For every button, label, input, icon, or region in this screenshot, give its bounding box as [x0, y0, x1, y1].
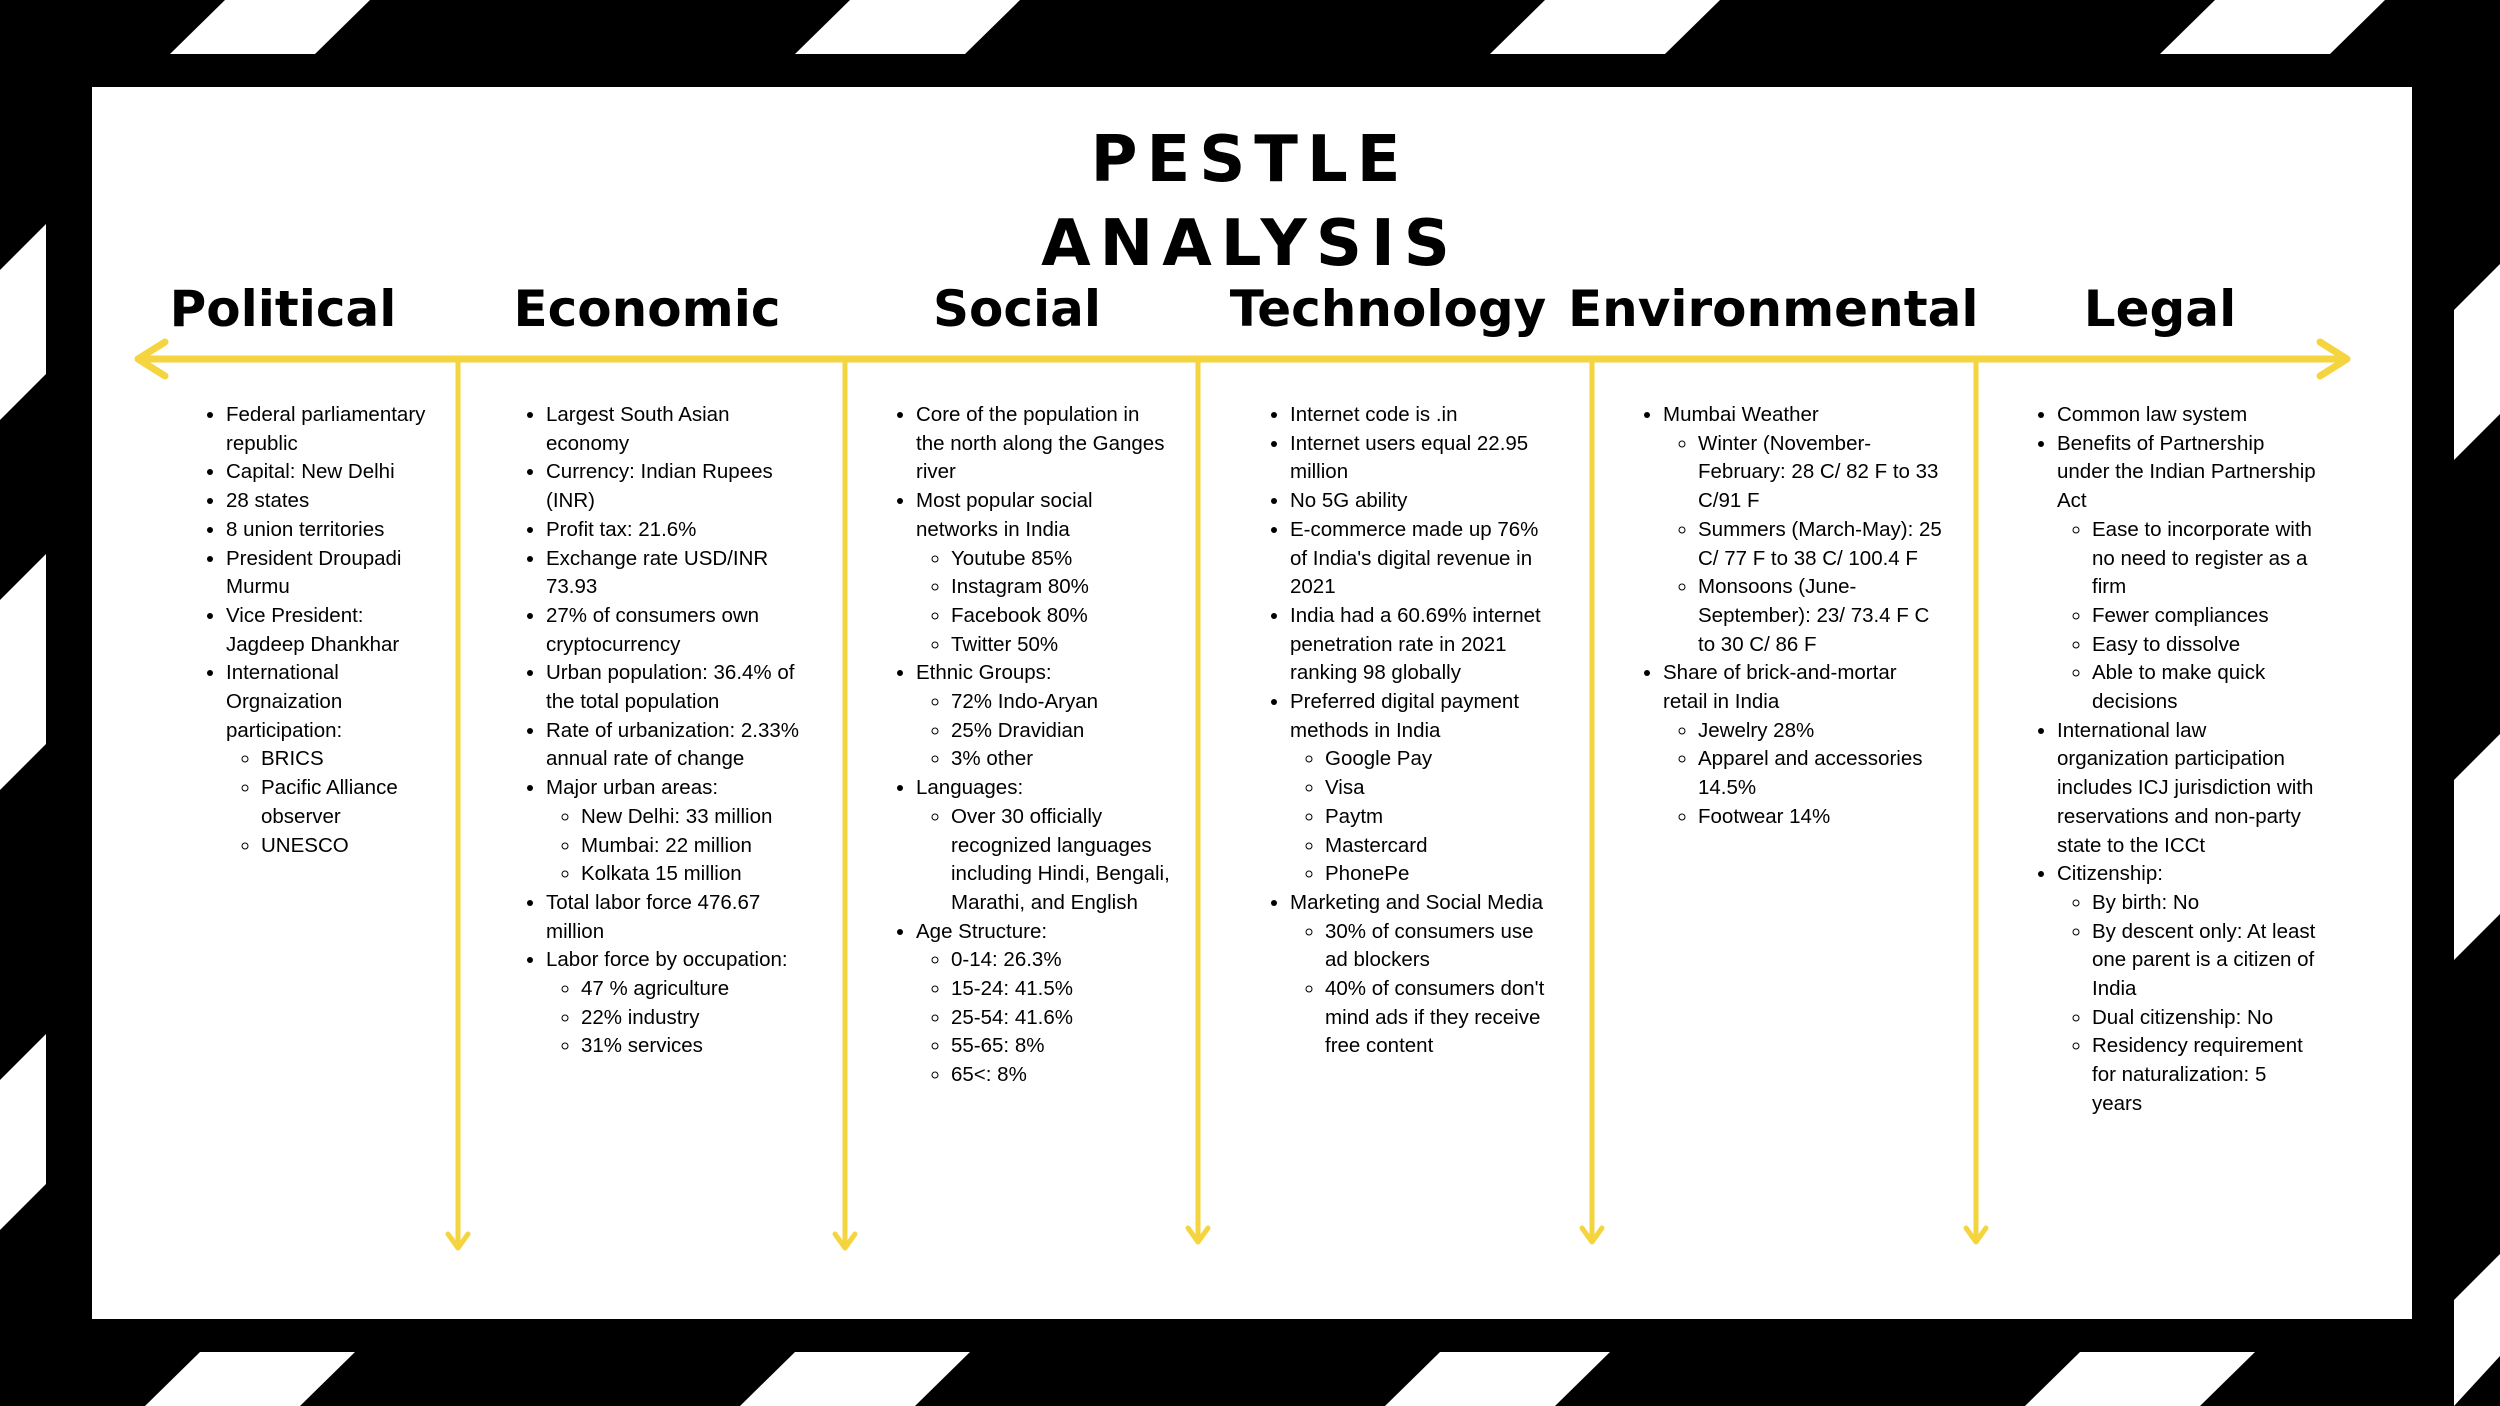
list-item [1663, 659, 1943, 831]
list-item-text: Internet code is .in [1290, 403, 1458, 426]
sub-list-item: ◦ Able to make quick decisions [2092, 659, 2322, 716]
sub-list-item: ◦ Visa [1325, 774, 1560, 803]
list-item [2057, 717, 2322, 861]
list-item [916, 774, 1171, 918]
list-item [546, 545, 801, 602]
sub-bullet-list [1290, 918, 1560, 1062]
sub-list-item: ◦ Ease to incorporate with no need to register as a firm [2092, 516, 2322, 602]
sub-list-item: ◦ By descent only: At least one parent is a citizen of India [2092, 918, 2322, 1004]
list-item-text: India had a 60.69% internet penetration rate in 2021 ranking 98 globally [1290, 603, 1541, 685]
list-item [1663, 401, 1943, 659]
sub-list-item: ◦ Monsoons (June-September): 23/ 73.4 F C to 30 C/ 86 F [1698, 573, 1943, 659]
bullet-list [191, 401, 441, 860]
sub-list-item: ◦ Dual citizenship: No [2092, 1004, 2322, 1033]
sub-list-item: ◦ BRICS [261, 745, 441, 774]
sub-list-item: ◦ Jewelry 28% [1698, 717, 1943, 746]
column-technology [1255, 401, 1560, 1061]
list-item [546, 946, 801, 1061]
list-item-text: International Orgnaization participation: [226, 661, 343, 742]
list-item [546, 659, 801, 716]
list-item-text: Languages: [916, 776, 1024, 800]
list-item [1290, 401, 1560, 430]
sub-list-item: ◦ Apparel and accessories 14.5% [1698, 745, 1943, 802]
bullet-list [511, 401, 801, 1061]
sub-list-item: ◦ 25-54: 41.6% [951, 1004, 1171, 1033]
sub-list-item: ◦ 15-24: 41.5% [951, 975, 1171, 1004]
list-item-text: Total labor force 476.67 million [546, 890, 761, 943]
list-item-text: Rate of urbanization: 2.33% annual rate of change [546, 718, 799, 771]
sub-list-item: ◦ 65<: 8% [951, 1061, 1171, 1090]
sub-list-item: ◦ Pacific Alliance observer [261, 774, 441, 831]
sub-list-item: ◦ Mumbai: 22 million [581, 832, 801, 861]
sub-list-item: ◦ Youtube 85% [951, 545, 1171, 574]
list-item [1290, 516, 1560, 602]
list-item [2057, 401, 2322, 430]
bullet-list [1628, 401, 1943, 832]
list-item-text: Core of the population in the north along the Ganges river [916, 403, 1165, 484]
list-item [226, 516, 441, 545]
sub-bullet-list [916, 946, 1171, 1090]
sub-list-item: ◦ UNESCO [261, 832, 441, 861]
list-item [916, 401, 1171, 487]
list-item-text: No 5G ability [1290, 489, 1408, 513]
list-item-text: Mumbai Weather [1663, 403, 1819, 426]
sub-bullet-list [916, 688, 1171, 774]
sub-list-item: ◦ Summers (March-May): 25 C/ 77 F to 38 C/ 100.4 F [1698, 516, 1943, 573]
sub-list-item: ◦ 22% industry [581, 1004, 801, 1033]
sub-list-item: ◦ 0-14: 26.3% [951, 946, 1171, 975]
heading-technology: Technology [1229, 280, 1547, 338]
list-item [546, 889, 801, 946]
list-item-text: Largest South Asian economy [546, 403, 730, 455]
sub-list-item: ◦ Fewer compliances [2092, 602, 2322, 631]
bullet-list [2022, 401, 2322, 1119]
sub-list-item: ◦ Paytm [1325, 803, 1560, 832]
sub-list-item: ◦ Residency requirement for naturalization: 5 years [2092, 1032, 2322, 1118]
list-item [546, 516, 801, 545]
list-item [226, 458, 441, 487]
sub-list-item: ◦ 30% of consumers use ad blockers [1325, 918, 1560, 975]
list-item-text: E-commerce made up 76% of India's digital revenue in 2021 [1290, 517, 1539, 599]
sub-list-item: ◦ 3% other [951, 745, 1171, 774]
heading-political: Political [169, 280, 397, 338]
sub-list-item: ◦ Facebook 80% [951, 602, 1171, 631]
list-item-text: 8 union territories [226, 517, 385, 541]
list-item-text: Age Structure: [916, 919, 1048, 943]
list-item-text: Capital: New Delhi [226, 460, 395, 484]
list-item-text: Common law system [2057, 403, 2248, 426]
list-item [2057, 860, 2322, 1118]
list-item-text: Vice President: Jagdeep Dhankhar [226, 603, 400, 656]
list-item-text: Benefits of Partnership under the Indian Partnership Act [2057, 431, 2316, 513]
list-item [546, 774, 801, 889]
list-item-text: Most popular social networks in India [916, 489, 1093, 541]
sub-bullet-list [546, 803, 801, 889]
bullet-list [1255, 401, 1560, 1061]
column-political [191, 401, 441, 860]
sub-bullet-list [2057, 516, 2322, 717]
title-line-1: PESTLE [1090, 123, 1410, 197]
list-item [226, 487, 441, 516]
list-item-text: Currency: Indian Rupees (INR) [546, 460, 773, 513]
column-legal [2022, 401, 2322, 1119]
list-item [226, 401, 441, 458]
list-item [226, 602, 441, 659]
sub-list-item: ◦ 72% Indo-Aryan [951, 688, 1171, 717]
sub-list-item: ◦ 40% of consumers don't mind ads if they receive free content [1325, 975, 1560, 1061]
sub-list-item: ◦ Easy to dissolve [2092, 631, 2322, 660]
heading-legal: Legal [2083, 280, 2237, 338]
sub-list-item: ◦ Kolkata 15 million [581, 860, 801, 889]
sub-bullet-list [226, 745, 441, 860]
sub-bullet-list [1290, 745, 1560, 889]
sub-bullet-list [1663, 717, 1943, 832]
list-item [546, 458, 801, 515]
list-item-text: 28 states [226, 489, 310, 513]
list-item [546, 401, 801, 458]
list-item [1290, 487, 1560, 516]
column-social [881, 401, 1171, 1090]
sub-list-item: ◦ 31% services [581, 1032, 801, 1061]
heading-social: Social [932, 280, 1102, 338]
column-environmental [1628, 401, 1943, 832]
list-item [1290, 889, 1560, 1061]
bullet-list [881, 401, 1171, 1090]
list-item-text: Ethnic Groups: [916, 661, 1052, 685]
list-item-text: Preferred digital payment methods in India [1290, 690, 1520, 742]
list-item-text: Labor force by occupation: [546, 948, 788, 972]
list-item [546, 717, 801, 774]
list-item [546, 602, 801, 659]
sub-bullet-list [2057, 889, 2322, 1119]
sub-list-item: ◦ 25% Dravidian [951, 717, 1171, 746]
sub-list-item: ◦ Google Pay [1325, 745, 1560, 774]
list-item [916, 918, 1171, 1090]
sub-bullet-list [546, 975, 801, 1061]
list-item-text: Citizenship: [2057, 862, 2163, 886]
list-item-text: Marketing and Social Media [1290, 890, 1543, 914]
sub-list-item: ◦ 55-65: 8% [951, 1032, 1171, 1061]
list-item-text: Profit tax: 21.6% [546, 517, 697, 541]
sub-list-item: ◦ PhonePe [1325, 860, 1560, 889]
sub-list-item: ◦ New Delhi: 33 million [581, 803, 801, 832]
list-item [1290, 688, 1560, 889]
sub-list-item: ◦ Over 30 officially recognized languages including Hindi, Bengali, Marathi, and English [951, 803, 1171, 918]
list-item-text: International law organization participation includes ICJ jurisdiction with reservations and non-party state to the ICCt [2057, 718, 2314, 857]
sub-list-item: ◦ Instagram 80% [951, 573, 1171, 602]
sub-list-item: ◦ Twitter 50% [951, 631, 1171, 660]
list-item [1290, 602, 1560, 688]
list-item [226, 545, 441, 602]
sub-list-item: ◦ Winter (November-February: 28 C/ 82 F to 33 C/91 F [1698, 430, 1943, 516]
column-economic [511, 401, 801, 1061]
list-item [916, 487, 1171, 659]
list-item [1290, 430, 1560, 487]
heading-economic: Economic [513, 280, 781, 338]
list-item [226, 659, 441, 860]
list-item-text: President Droupadi Murmu [226, 546, 402, 599]
sub-list-item: ◦ Footwear 14% [1698, 803, 1943, 832]
sub-bullet-list [1663, 430, 1943, 660]
sub-list-item: ◦ Mastercard [1325, 832, 1560, 861]
list-item-text: 27% of consumers own cryptocurrency [546, 603, 760, 656]
sub-list-item: ◦ By birth: No [2092, 889, 2322, 918]
list-item [916, 659, 1171, 774]
title-line-2: ANALYSIS [1041, 207, 1459, 281]
list-item-text: Exchange rate USD/INR 73.93 [546, 546, 769, 599]
list-item-text: Federal parliamentary republic [226, 403, 426, 455]
sub-bullet-list [916, 803, 1171, 918]
list-item [2057, 430, 2322, 717]
sub-bullet-list [916, 545, 1171, 660]
list-item-text: Urban population: 36.4% of the total population [546, 661, 795, 714]
list-item-text: Internet users equal 22.95 million [1290, 431, 1529, 484]
sub-list-item: ◦ 47 % agriculture [581, 975, 801, 1004]
list-item-text: Major urban areas: [546, 776, 719, 800]
heading-environmental: Environmental [1568, 280, 1979, 338]
list-item-text: Share of brick-and-mortar retail in India [1663, 661, 1897, 714]
